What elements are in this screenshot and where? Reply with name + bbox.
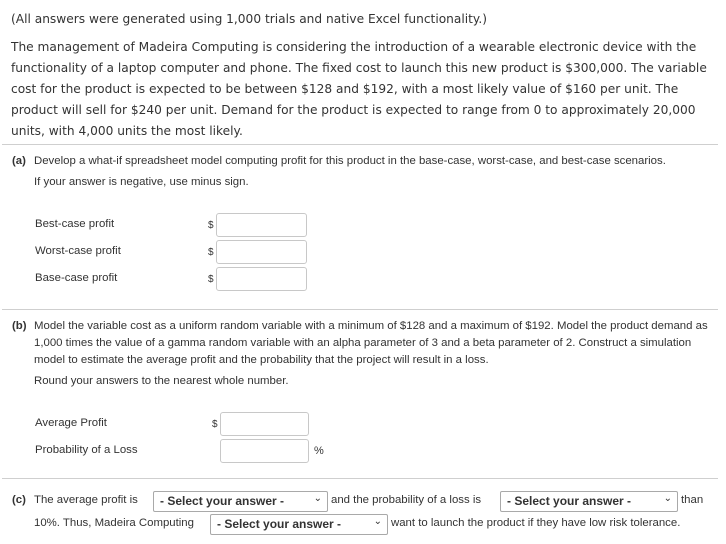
part-c-label: (c) — [12, 494, 26, 506]
probability-loss-select[interactable] — [500, 491, 678, 512]
base-case-profit-input[interactable] — [216, 267, 307, 291]
best-case-label: Best-case profit — [35, 218, 115, 230]
select-value: - Select your answer - — [507, 494, 632, 508]
worst-case-label: Worst-case profit — [35, 245, 121, 257]
chevron-down-icon: ⌄ — [663, 493, 672, 504]
part-b-text: Model the variable cost as a uniform random variable with a minimum of $128 and a maximum of $192. Model the product demand as 1,000 times the value of a gamma random variable with an alpha parameter of 3 and a beta parameter of 2. Construct a simulation model to estimate the average profit and the probability that the project will result in a loss. — [34, 320, 708, 366]
worst-case-profit-input[interactable] — [216, 240, 307, 264]
part-b-label: (b) — [12, 320, 27, 332]
percent-symbol: % — [314, 445, 324, 457]
part-a-instruction: If your answer is negative, use minus sign. — [34, 176, 249, 188]
divider — [2, 478, 718, 479]
part-c-text-4: 10%. Thus, Madeira Computing — [34, 517, 194, 529]
trials-note: (All answers were generated using 1,000 trials and native Excel functionality.) — [11, 12, 488, 26]
part-a-label: (a) — [12, 155, 26, 167]
launch-decision-select[interactable] — [210, 514, 388, 535]
part-a-text: Develop a what-if spreadsheet model computing profit for this product in the base-case, worst-case, and best-case scenarios. — [34, 155, 666, 167]
problem-intro — [11, 9, 711, 142]
part-b-instruction: Round your answers to the nearest whole number. — [34, 375, 289, 387]
select-value: - Select your answer - — [217, 517, 342, 531]
part-a-question — [12, 153, 718, 191]
part-c-text-3: than — [681, 494, 704, 506]
probability-loss-label: Probability of a Loss — [35, 444, 138, 456]
part-b-question — [12, 318, 718, 390]
divider — [2, 309, 718, 310]
select-value: - Select your answer - — [160, 494, 285, 508]
part-c-text-2: and the probability of a loss is — [331, 494, 482, 506]
currency-symbol: $ — [208, 247, 214, 258]
problem-statement: The management of Madeira Computing is considering the introduction of a wearable electronic device with the functionality of a laptop computer and phone. The fixed cost to launch this new product is $300,000. The variable cost for the product is expected to be between $128 and $192, with a most likely value of $160 per unit. The product will sell for $240 per unit. Demand for the product is expected to range from 0 to approximately 20,000 units, with 4,000 units the most likely. — [11, 40, 707, 138]
part-c-text-1: The average profit is — [34, 494, 138, 506]
average-profit-select[interactable] — [153, 491, 328, 512]
currency-symbol: $ — [208, 220, 214, 231]
average-profit-input[interactable] — [220, 412, 309, 436]
chevron-down-icon: ⌄ — [313, 493, 322, 504]
probability-loss-input[interactable] — [220, 439, 309, 463]
divider — [2, 144, 718, 145]
currency-symbol: $ — [212, 419, 218, 430]
average-profit-label: Average Profit — [35, 417, 107, 429]
chevron-down-icon: ⌄ — [373, 516, 382, 527]
part-c-text-5: want to launch the product if they have low risk tolerance. — [391, 517, 681, 529]
best-case-profit-input[interactable] — [216, 213, 307, 237]
currency-symbol: $ — [208, 274, 214, 285]
base-case-label: Base-case profit — [35, 272, 118, 284]
